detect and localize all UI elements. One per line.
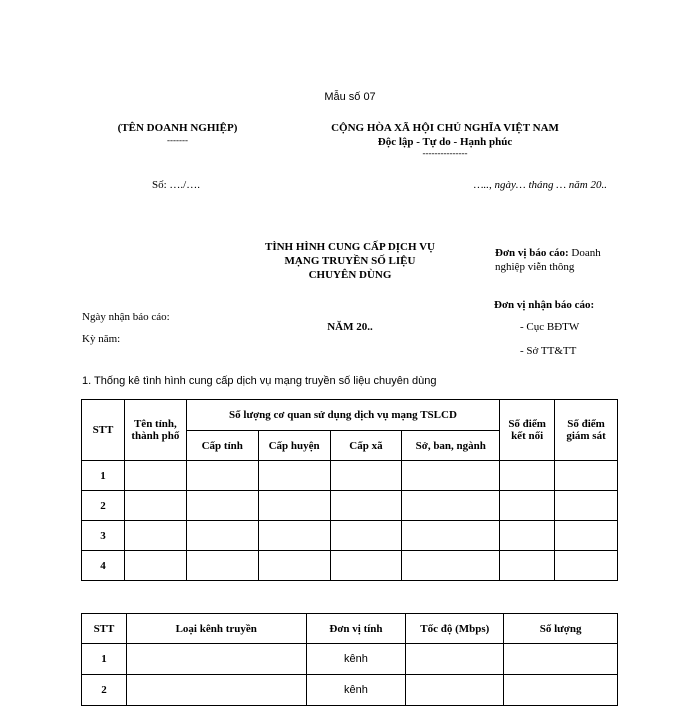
cell [258,491,330,521]
header-departments: Sở, ban, ngành [402,431,500,461]
cell [186,461,258,491]
republic-title: CỘNG HÒA XÃ HỘI CHỦ NGHĨA VIỆT NAM [331,122,559,134]
receiving-unit-item: - Cục BĐTW [520,321,580,333]
cell [500,491,555,521]
section1-title: 1. Thống kê tình hình cung cấp dịch vụ mạng truyền số liệu chuyên dùng [82,375,437,387]
cell [258,551,330,581]
cell [402,551,500,581]
table-row [82,644,618,675]
cell [124,461,186,491]
row-unit: kênh [306,675,406,706]
receive-date-label: Ngày nhận báo cáo: [82,311,170,323]
republic-motto: Độc lập - Tự do - Hạnh phúc [377,136,513,148]
cell [402,521,500,551]
cell [126,675,306,706]
header-stt: STT [82,614,127,644]
header-stt: STT [82,400,125,461]
cell [186,521,258,551]
cell [504,675,618,706]
header-commune-level: Cấp xã [330,431,402,461]
cell [258,521,330,551]
cell [124,521,186,551]
cell [330,521,402,551]
cell [555,551,618,581]
receiving-unit-label: Đơn vị nhận báo cáo: [494,299,595,311]
cell [500,521,555,551]
header-connection-points: Số điểm kết nối [500,400,555,461]
cell [124,491,186,521]
header-province-level: Cấp tỉnh [186,431,258,461]
cell [186,491,258,521]
cell [555,521,618,551]
reporting-unit [495,246,615,274]
doc-number: Số: …./…. [152,179,200,191]
reporting-unit-value: Doanh nghiệp viễn thông [495,247,601,273]
header-quantity: Số lượng [504,614,618,644]
report-title-line: MẠNG TRUYỀN SỐ LIỆU [284,255,416,267]
table-row [82,521,618,551]
row-stt: 1 [82,644,127,675]
cell [504,644,618,675]
cell [500,461,555,491]
header-district-level: Cấp huyện [258,431,330,461]
cell [500,551,555,581]
cell [330,491,402,521]
table-row [82,551,618,581]
cell [124,551,186,581]
row-stt: 2 [82,675,127,706]
row-stt: 3 [82,521,125,551]
cell [406,644,504,675]
reporting-unit-label: Đơn vị báo cáo: [495,247,569,259]
cell [402,491,500,521]
period-label: Kỳ năm: [82,333,121,345]
cell [126,644,306,675]
header-channel-type: Loại kênh truyền [126,614,306,644]
cell [258,461,330,491]
header-speed: Tốc độ (Mbps) [406,614,504,644]
header-unit: Đơn vị tính [306,614,406,644]
report-title-line: CHUYÊN DÙNG [308,269,392,281]
cell [555,491,618,521]
republic-rule: --------------- [422,148,468,158]
cell [406,675,504,706]
table-channel-types [81,613,618,706]
cell [402,461,500,491]
year-label: NĂM 20.. [327,321,373,333]
header-province: Tên tỉnh, thành phố [124,400,186,461]
form-number: Mẫu số 07 [324,91,376,103]
row-stt: 4 [82,551,125,581]
report-title-line: TÌNH HÌNH CUNG CẤP DỊCH VỤ [264,241,435,253]
cell [330,461,402,491]
table-row [82,491,618,521]
report-title [245,240,455,282]
company-name: (TÊN DOANH NGHIỆP) [117,122,238,134]
company-rule: ------- [167,135,188,145]
table-row [82,461,618,491]
cell [555,461,618,491]
row-stt: 2 [82,491,125,521]
row-stt: 1 [82,461,125,491]
receiving-unit-item: - Sở TT&TT [520,345,577,357]
date-line: ….., ngày… tháng … năm 20.. [473,179,607,191]
header-monitoring-points: Số điểm giám sát [555,400,618,461]
header-agency-count: Số lượng cơ quan sử dụng dịch vụ mạng TSLCD [186,400,499,431]
table-row [82,675,618,706]
table-service-statistics [81,399,618,581]
row-unit: kênh [306,644,406,675]
cell [330,551,402,581]
cell [186,551,258,581]
